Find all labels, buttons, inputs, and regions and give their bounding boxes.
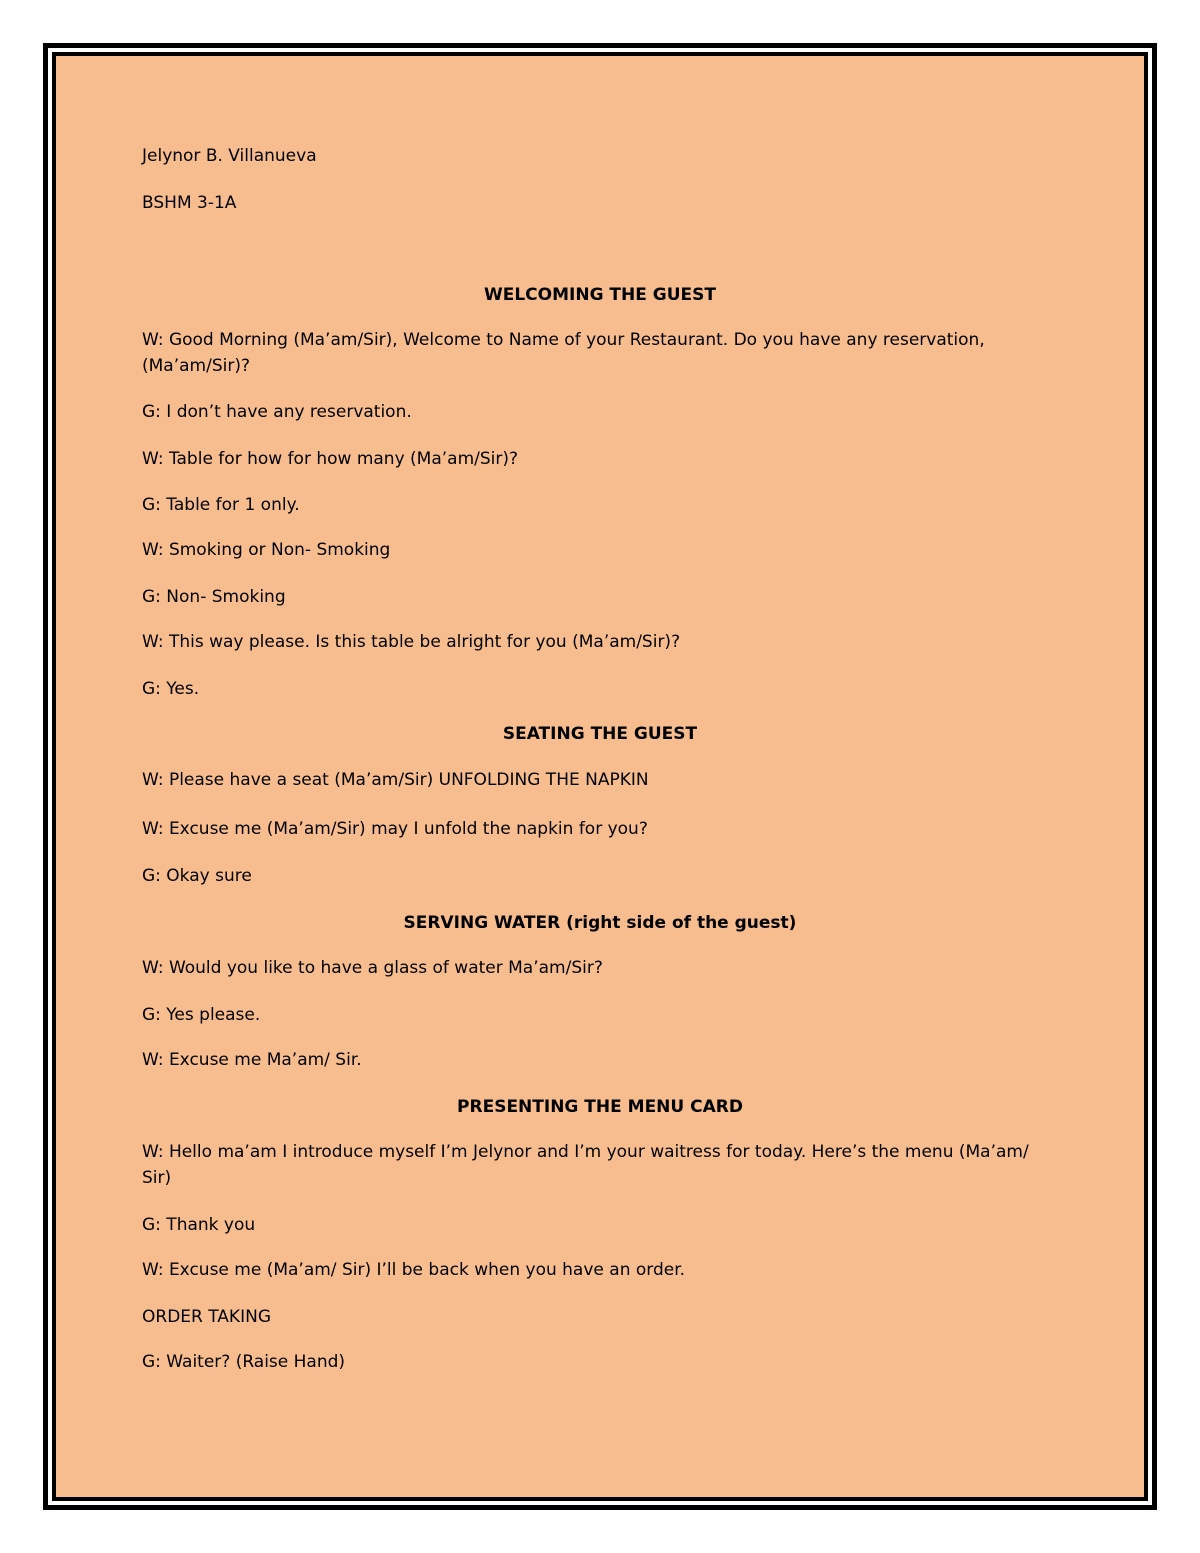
heading-seating: SEATING THE GUEST	[502, 724, 698, 744]
dialogue-line: G: I don’t have any reservation.	[142, 402, 412, 422]
dialogue-line: W: Excuse me (Ma’am/Sir) may I unfold the napkin for you?	[142, 819, 648, 839]
heading-welcoming: WELCOMING THE GUEST	[483, 285, 717, 305]
dialogue-line: G: Thank you	[142, 1215, 256, 1235]
student-section: BSHM 3-1A	[142, 193, 237, 213]
dialogue-line: G: Waiter? (Raise Hand)	[142, 1352, 346, 1372]
dialogue-line: W: Hello ma’am I introduce myself I’m Jelynor and I’m your waitress for today. Here’s the menu (Ma’am/ Sir)	[142, 1142, 1029, 1188]
subheading-order-taking: ORDER TAKING	[142, 1307, 271, 1327]
dialogue-line: W: Excuse me Ma’am/ Sir.	[142, 1050, 362, 1070]
dialogue-line: W: This way please. Is this table be alright for you (Ma’am/Sir)?	[142, 632, 681, 652]
dialogue-line: G: Non- Smoking	[142, 587, 286, 607]
dialogue-line: W: Table for how for how many (Ma’am/Sir)?	[142, 449, 519, 469]
dialogue-line: G: Yes please.	[142, 1005, 261, 1025]
dialogue-line: W: Good Morning (Ma’am/Sir), Welcome to Name of your Restaurant. Do you have any reservation, (Ma’am/Sir)?	[142, 330, 985, 376]
dialogue-line: W: Excuse me (Ma’am/ Sir) I’ll be back when you have an order.	[142, 1260, 686, 1280]
heading-menu-card: PRESENTING THE MENU CARD	[457, 1097, 743, 1117]
dialogue-line: G: Table for 1 only.	[142, 495, 300, 515]
dialogue-line: W: Smoking or Non- Smoking	[142, 540, 391, 560]
dialogue-line: G: Okay sure	[142, 866, 252, 886]
dialogue-line: W: Please have a seat (Ma’am/Sir) UNFOLDING THE NAPKIN	[142, 770, 649, 790]
student-name: Jelynor B. Villanueva	[142, 146, 317, 166]
heading-serving-water: SERVING WATER (right side of the guest)	[403, 913, 797, 933]
dialogue-line: W: Would you like to have a glass of water Ma’am/Sir?	[142, 958, 603, 978]
dialogue-line: G: Yes.	[142, 679, 200, 699]
